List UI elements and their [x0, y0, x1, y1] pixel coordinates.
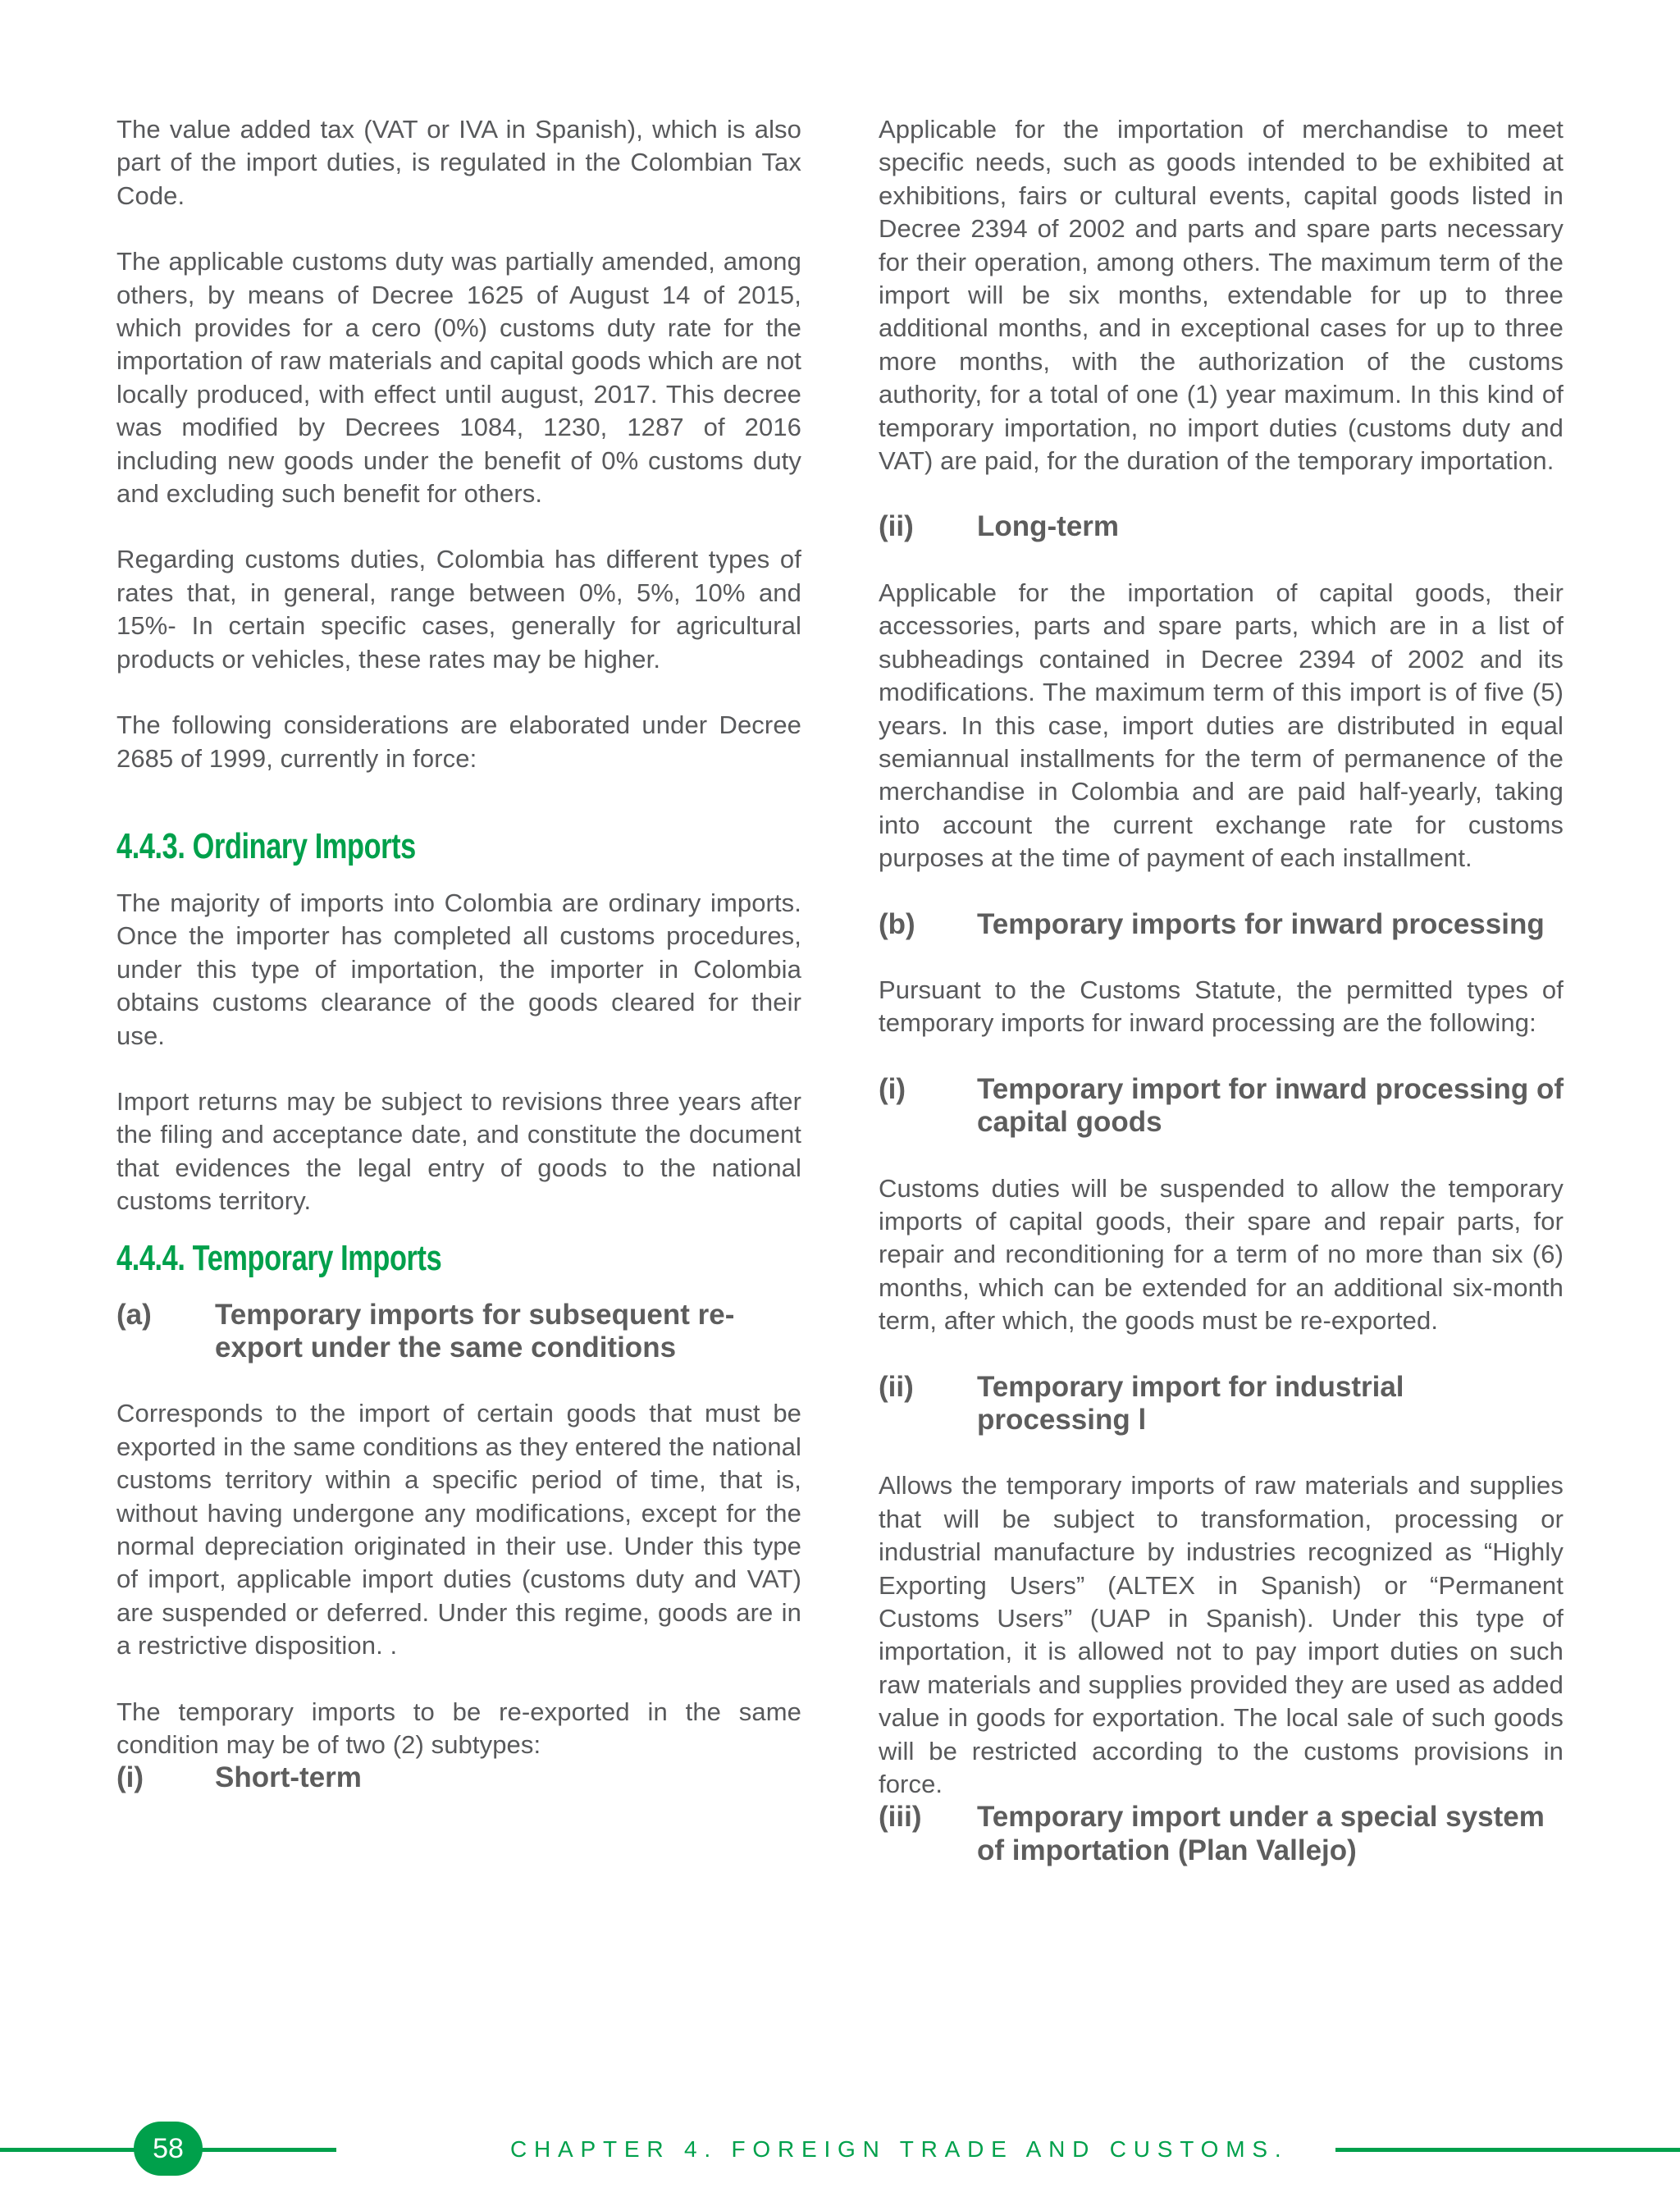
subheading-b-ii: [879, 1371, 1564, 1437]
subheading-title: Temporary imports for inward processing: [977, 907, 1545, 940]
page-number-badge: 58: [134, 2122, 203, 2176]
subheading-label: (i): [879, 1072, 906, 1105]
subheading-ii-long-term: [879, 510, 1564, 543]
paragraph-vat: The value added tax (VAT or IVA in Spanish), which is also part of the import duties, is regulated in the Colombian Tax Code.: [116, 115, 801, 210]
section-heading-ordinary-imports: 4.4.3. Ordinary Imports: [116, 825, 416, 866]
paragraph-suspended: Customs duties will be suspended to allow the temporary imports of capital goods, their spare and repair parts, for repair and reconditioning for a term of no more than six (6) months, which can be extended for an additional six-month term, after which, the goods must be re-exported.: [879, 1173, 1564, 1336]
subheading-b-iii: [879, 1801, 1564, 1867]
left-column: [116, 113, 801, 1828]
subheading-label: (b): [879, 907, 915, 940]
paragraph-pursuant: Pursuant to the Customs Statute, the permitted types of temporary imports for inward processing are the following:: [879, 975, 1564, 1038]
subheading-label: (a): [116, 1298, 152, 1331]
subheading-b: [879, 908, 1564, 941]
paragraph-short-term: Applicable for the importation of merchandise to meet specific needs, such as goods intended to be exhibited at exhibitions, fairs or cultural events, capital goods listed in Decree 2394 of 2002 and parts and spare parts necessary for their operation, among others. The maximum term of the import will be six months, extendable for up to three additional months, and in exceptional cases for up to three more months, with the authorization of the customs authority, for a total of one (1) year maximum. In this kind of temporary importation, no import duties (customs duty and VAT) are paid, for the duration of the temporary importation.: [879, 115, 1564, 476]
subheading-a: [116, 1299, 801, 1365]
subheading-i-short-term: [116, 1761, 801, 1794]
chapter-footer-title: CHAPTER 4. FOREIGN TRADE AND CUSTOMS.: [510, 2136, 1289, 2162]
subheading-label: (iii): [879, 1801, 922, 1834]
paragraph-customs-duty: The applicable customs duty was partially amended, among others, by means of Decree 1625 of August 14 of 2015, which provides for a cero (0%) customs duty rate for the importation of raw materials and capital goods which are not locally produced, with effect until august, 2017. This decree was modified by Decrees 1084, 1230, 1287 of 2016 including new goods under the benefit of 0% customs duty and excluding such benefit for others.: [116, 247, 801, 509]
paragraph-allows: Allows the temporary imports of raw materials and supplies that will be subject to transformation, processing or industrial manufacture by industries recognized as “Highly Exporting Users” (ALTEX in Spanish) or “Permanent Customs Users” (UAP in Spanish). Under this type of importation, it is allowed not to pay import duties on such raw materials and supplies provided they are used as added value in goods for exportation. The local sale of such goods will be restricted according to the customs provisions in force.: [879, 1471, 1564, 1799]
subheading-title: Temporary import for industrial processing l: [977, 1370, 1404, 1436]
subheading-title: Long-term: [977, 510, 1120, 543]
subheading-label: (ii): [879, 510, 914, 543]
right-column: [879, 113, 1564, 1900]
footer-rule-left: [0, 2148, 138, 2152]
footer-rule-center: [200, 2148, 336, 2152]
footer-rule-right: [1335, 2148, 1680, 2152]
paragraph-rates: Regarding customs duties, Colombia has different types of rates that, in general, range between 0%, 5%, 10% and 15%- In certain specific cases, generally for agricultural products or vehicles, these rates may be higher.: [116, 545, 801, 674]
subheading-title: Short-term: [215, 1761, 362, 1794]
paragraph-long-term: Applicable for the importation of capital goods, their accessories, parts and spare parts, which are in a list of subheadings contained in Decree 2394 of 2002 and its modifications. The maximum term of this import is of five (5) years. In this case, import duties are distributed in equal semiannual installments for the term of permanence of the merchandise in Colombia and are paid half-yearly, taking into account the current exchange rate for customs purposes at the time of payment of each installment.: [879, 578, 1564, 873]
section-heading-temporary-imports: 4.4.4. Temporary Imports: [116, 1237, 442, 1278]
subheading-title: Temporary import under a special system of importation (Plan Vallejo): [977, 1801, 1545, 1866]
paragraph-ordinary-2: Import returns may be subject to revisions three years after the filing and acceptance date, and constitute the document that evidences the legal entry of goods to the national customs territory.: [116, 1086, 801, 1216]
subheading-label: (i): [116, 1761, 144, 1794]
paragraph-subtypes: The temporary imports to be re-exported in the same condition may be of two (2) subtypes:: [116, 1697, 801, 1760]
paragraph-ordinary-1: The majority of imports into Colombia are ordinary imports. Once the importer has completed all customs procedures, under this type of importation, the importer in Colombia obtains customs clearance of the goods cleared for their use.: [116, 888, 801, 1050]
paragraph-corresponds: Corresponds to the import of certain goods that must be exported in the same conditions as they entered the national customs territory within a specific period of time, that is, without having undergone any modifications, except for the normal depreciation originated in their use. Under this type of import, applicable import duties (customs duty and VAT) are suspended or deferred. Under this regime, goods are in a restrictive disposition. .: [116, 1399, 801, 1660]
subheading-title: Temporary import for inward processing of capital goods: [977, 1072, 1564, 1139]
subheading-label: (ii): [879, 1370, 914, 1403]
subheading-title: Temporary imports for subsequent re-export under the same conditions: [215, 1298, 735, 1364]
subheading-b-i: [879, 1073, 1564, 1140]
paragraph-considerations: The following considerations are elaborated under Decree 2685 of 1999, currently in force:: [116, 710, 801, 773]
